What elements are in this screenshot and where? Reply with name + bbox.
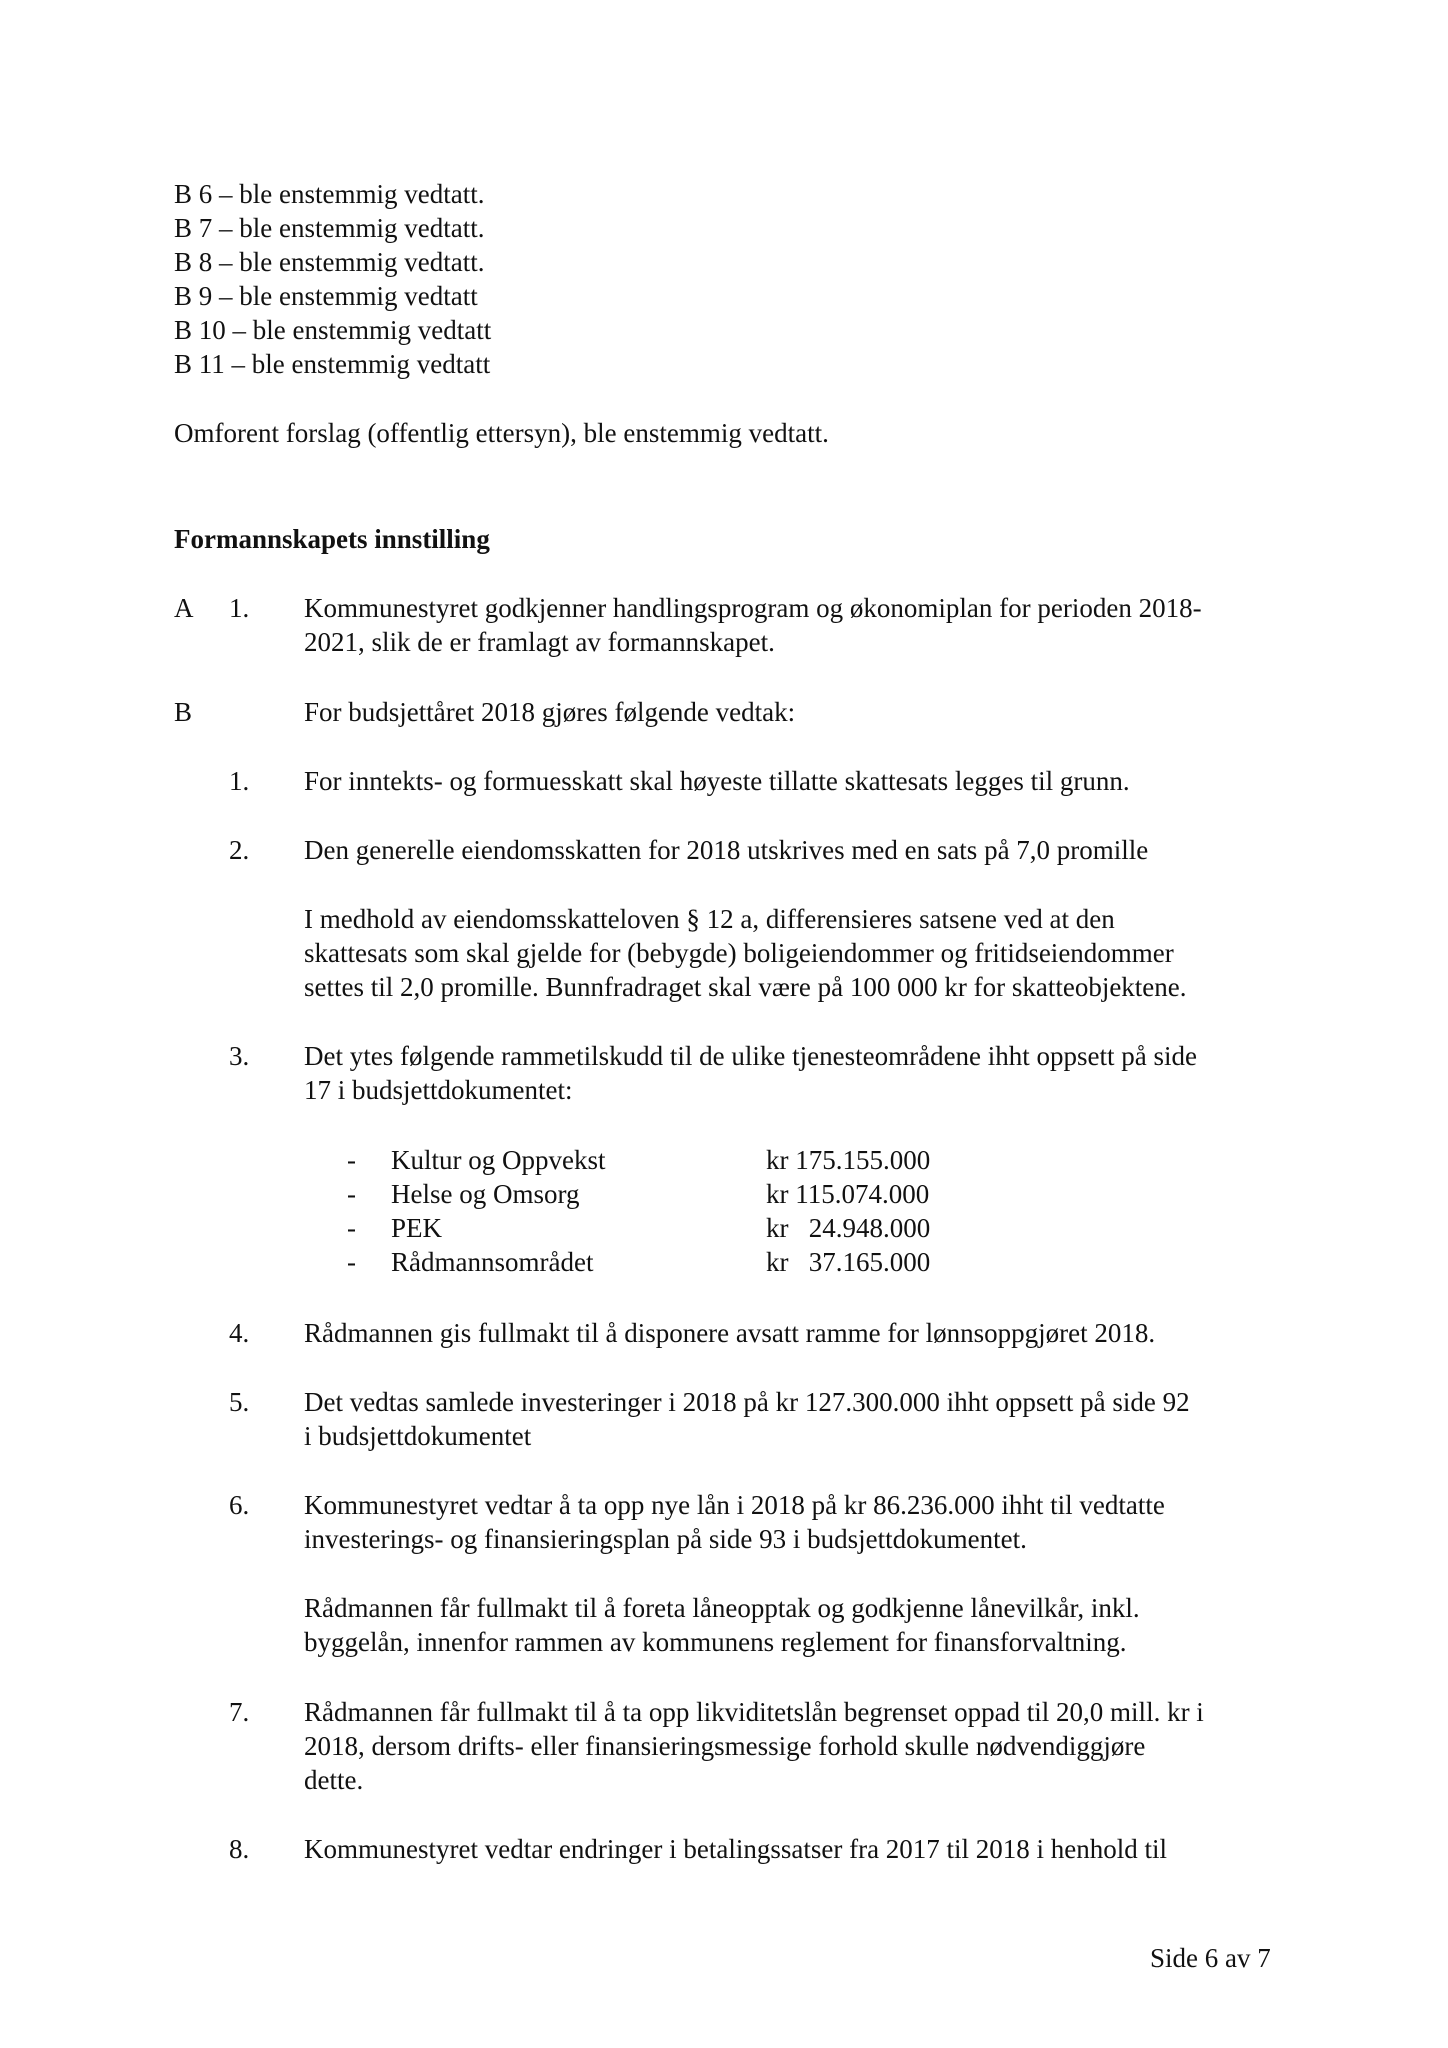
frame-name: PEK [391, 1213, 443, 1243]
frame-allocation-row [0, 1245, 1448, 1279]
item-number: 5. [229, 1387, 250, 1417]
item-paragraph-line: settes til 2,0 promille. Bunnfradraget skal være på 100 000 kr for skatteobjektene. [304, 972, 1187, 1002]
item-text-line: 17 i budsjettdokumentet: [304, 1075, 573, 1105]
item-number: 7. [229, 1697, 250, 1727]
item-text-line: Rådmannen gis fullmakt til å disponere avsatt ramme for lønnsoppgjøret 2018. [304, 1318, 1156, 1348]
item-number: 8. [229, 1834, 250, 1864]
frame-name: Rådmannsområdet [391, 1247, 594, 1277]
item-number: 1. [229, 766, 250, 796]
item-text-line: Kommunestyret vedtar å ta opp nye lån i 2018 på kr 86.236.000 ihht til vedtatte [304, 1490, 1165, 1520]
item-number: 6. [229, 1490, 250, 1520]
omforent-paragraph: Omforent forslag (offentlig ettersyn), ble enstemmig vedtatt. [174, 418, 829, 448]
vote-line: B 8 – ble enstemmig vedtatt. [174, 247, 485, 277]
frame-allocation-row [0, 1177, 1448, 1211]
frame-amount: kr 37.165.000 [766, 1247, 931, 1277]
section-b-letter: B [174, 697, 193, 727]
list-dash: - [347, 1213, 356, 1243]
vote-line: B 9 – ble enstemmig vedtatt [174, 281, 478, 311]
section-a-text-line: Kommunestyret godkjenner handlingsprogram og økonomiplan for perioden 2018- [304, 593, 1202, 623]
item-number: 4. [229, 1318, 250, 1348]
section-b-intro: For budsjettåret 2018 gjøres følgende vedtak: [304, 697, 796, 727]
frame-amount: kr 175.155.000 [766, 1145, 931, 1175]
vote-line: B 10 – ble enstemmig vedtatt [174, 315, 492, 345]
section-heading: Formannskapets innstilling [174, 524, 490, 554]
frame-amount: kr 115.074.000 [766, 1179, 930, 1209]
frame-amount: kr 24.948.000 [766, 1213, 931, 1243]
frame-allocation-row [0, 1143, 1448, 1177]
item-number: 3. [229, 1041, 250, 1071]
item-text-line: Det ytes følgende rammetilskudd til de ulike tjenesteområdene ihht oppsett på side [304, 1041, 1198, 1071]
item-text-line: i budsjettdokumentet [304, 1421, 532, 1451]
page-number: Side 6 av 7 [1150, 1943, 1271, 1973]
item-text-line: Kommunestyret vedtar endringer i betalingssatser fra 2017 til 2018 i henhold til [304, 1834, 1168, 1864]
list-dash: - [347, 1145, 356, 1175]
vote-line: B 7 – ble enstemmig vedtatt. [174, 213, 485, 243]
list-dash: - [347, 1247, 356, 1277]
item-text-line: Det vedtas samlede investeringer i 2018 på kr 127.300.000 ihht oppsett på side 92 [304, 1387, 1190, 1417]
item-text-line: investerings- og finansieringsplan på side 93 i budsjettdokumentet. [304, 1524, 1027, 1554]
item-number: 2. [229, 835, 250, 865]
section-a-letter: A [174, 593, 194, 623]
section-a-text-line: 2021, slik de er framlagt av formannskapet. [304, 627, 775, 657]
item-text-line: Den generelle eiendomsskatten for 2018 utskrives med en sats på 7,0 promille [304, 835, 1149, 865]
item-text-line: 2018, dersom drifts- eller finansieringsmessige forhold skulle nødvendiggjøre [304, 1731, 1146, 1761]
frame-allocation-row [0, 1211, 1448, 1245]
vote-line: B 11 – ble enstemmig vedtatt [174, 349, 491, 379]
item-text-line: Rådmannen får fullmakt til å ta opp likviditetslån begrenset oppad til 20,0 mill. kr i [304, 1697, 1204, 1727]
section-a-item-number: 1. [229, 593, 250, 623]
item-paragraph-line: skattesats som skal gjelde for (bebygde) boligeiendommer og fritidseiendommer [304, 938, 1174, 968]
frame-name: Kultur og Oppvekst [391, 1145, 606, 1175]
vote-line: B 6 – ble enstemmig vedtatt. [174, 179, 485, 209]
item-paragraph-line: Rådmannen får fullmakt til å foreta låneopptak og godkjenne lånevilkår, inkl. [304, 1593, 1140, 1623]
frame-name: Helse og Omsorg [391, 1179, 580, 1209]
item-paragraph-line: byggelån, innenfor rammen av kommunens reglement for finansforvaltning. [304, 1627, 1127, 1657]
item-text-line: dette. [304, 1765, 364, 1795]
list-dash: - [347, 1179, 356, 1209]
item-text-line: For inntekts- og formuesskatt skal høyeste tillatte skattesats legges til grunn. [304, 766, 1130, 796]
item-paragraph-line: I medhold av eiendomsskatteloven § 12 a, differensieres satsene ved at den [304, 904, 1115, 934]
